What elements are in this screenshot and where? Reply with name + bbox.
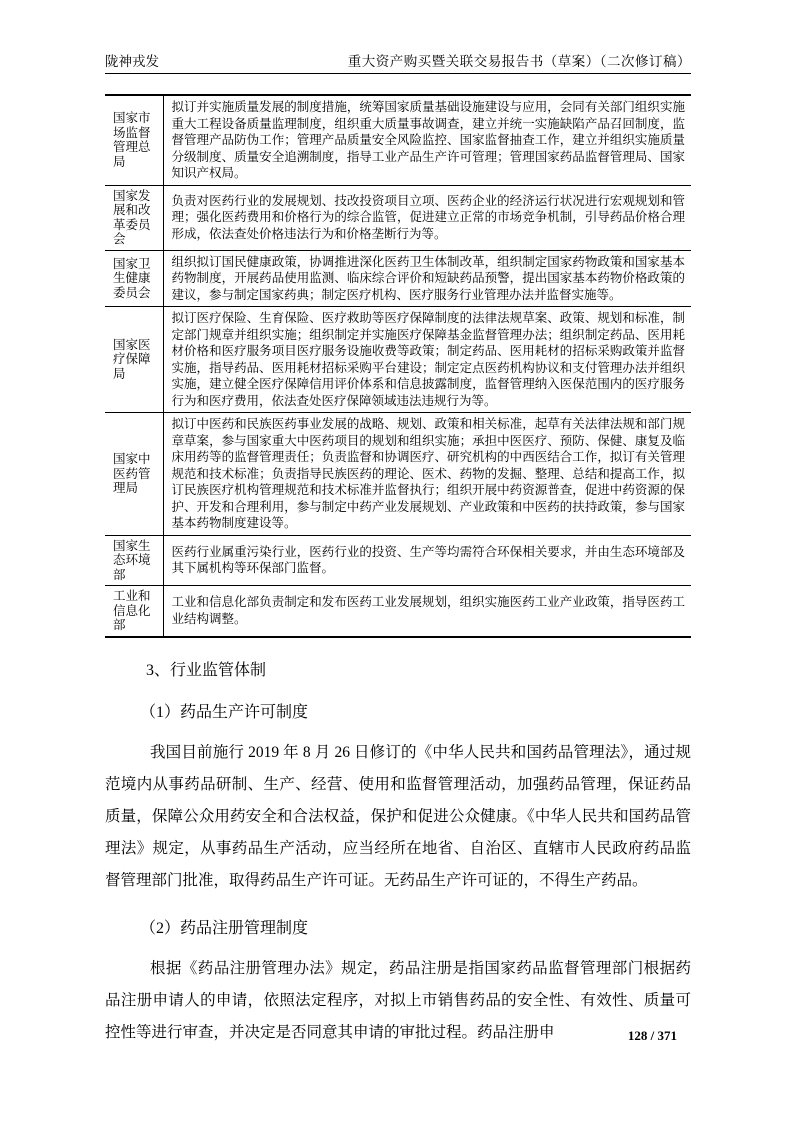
agency-name-cell: 国家卫生健康委员会 [105, 250, 163, 307]
agency-name-cell: 国家中医药管理局 [105, 413, 163, 536]
table-row [105, 586, 691, 637]
table-row [105, 95, 691, 185]
header-report-title: 重大资产购买暨关联交易报告书（草案）（二次修订稿） [347, 54, 691, 69]
subsection-heading-production-license: （1）药品生产许可制度 [140, 703, 309, 721]
regulators-table [105, 94, 691, 638]
duty-cell: 拟订医疗保险、生育保险、医疗救助等医疗保障制度的法律法规草案、政策、规划和标准，制定部门规章并组织实施；组织制定并实施医疗保障基金监督管理办法；组织制定药品、医用耗材价格和医疗服务项目医疗服务设施收费等政策；制定药品、医用耗材的招标采购政策并监督实施，指导药品、医用耗材招标采购平台建设；制定定点医药机构协议和支付管理办法并组织实施，建立健全医疗保障信用评价体系和信息披露制度，监督管理纳入医保范围内的医疗服务行为和医疗费用，依法查处医疗保障领域违法违规行为等。 [163, 307, 691, 413]
table-row [105, 535, 691, 586]
duty-cell: 医药行业属重污染行业，医药行业的投资、生产等均需符合环保相关要求，并由生态环境部及其下属机构等环保部门监督。 [163, 535, 691, 586]
table-row [105, 413, 691, 536]
agency-name-cell: 国家生态环境部 [105, 535, 163, 586]
paragraph-production-license: 我国目前施行 2019 年 8 月 26 日修订的《中华人民共和国药品管理法》，通过规范境内从事药品研制、生产、经营、使用和监督管理活动，加强药品管理，保证药品质量，保障公众用药安全和合法权益，保护和促进公众健康。《中华人民共和国药品管理法》规定，从事药品生产活动，应当经所在地省、自治区、直辖市人民政府药品监督管理部门批准，取得药品生产许可证。无药品生产许可证的，不得生产药品。 [105, 743, 691, 889]
agency-name-cell: 国家医疗保障局 [105, 307, 163, 413]
duty-cell: 组织拟订国民健康政策，协调推进深化医药卫生体制改革，组织制定国家药物政策和国家基本药物制度，开展药品使用监测、临床综合评价和短缺药品预警，提出国家基本药物价格政策的建议，参与制定国家药典；制定医疗机构、医疗服务行业管理办法并监督实施等。 [163, 250, 691, 307]
page-header [105, 0, 691, 74]
table-row [105, 250, 691, 307]
paragraph-drug-registration: 根据《药品注册管理办法》规定，药品注册是指国家药品监督管理部门根据药品注册申请人的申请，依照法定程序，对拟上市销售药品的安全性、有效性、质量可控性等进行审查，并决定是否同意其申请的审批过程。药品注册申 [105, 959, 691, 1041]
section-heading-industry-regulation: 3、行业监管体制 [146, 661, 267, 679]
header-company-name: 陇神戎发 [105, 54, 159, 69]
subsection-heading-drug-registration: （2）药品注册管理制度 [140, 919, 309, 937]
duty-cell: 工业和信息化部负责制定和发布医药工业发展规划，组织实施医药工业产业政策，指导医药工业结构调整。 [163, 586, 691, 637]
agency-name-cell: 工业和信息化部 [105, 586, 163, 637]
duty-cell: 拟订中医药和民族医药事业发展的战略、规划、政策和相关标准，起草有关法律法规和部门规章草案，参与国家重大中医药项目的规划和组织实施；承担中医医疗、预防、保健、康复及临床用药等的监督管理责任；负责监督和协调医疗、研究机构的中西医结合工作，拟订有关管理规范和技术标准；负责指导民族医药的理论、医术、药物的发掘、整理、总结和提高工作，拟订民族医疗机构管理规范和技术标准并监督执行；组织开展中药资源普查，促进中药资源的保护、开发和合理利用，参与制定中药产业发展规划、产业政策和中医药的扶持政策，参与国家基本药物制度建设等。 [163, 413, 691, 536]
agency-name-cell: 国家市场监督管理总局 [105, 95, 163, 185]
page-number: 128 / 371 [627, 1028, 677, 1043]
page-content [105, 0, 691, 1049]
duty-cell: 负责对医药行业的发展规划、技改投资项目立项、医药企业的经济运行状况进行宏观规划和管理；强化医药费用和价格行为的综合监管，促进建立正常的市场竞争机制，引导药品价格合理形成，依法查处价格违法行为和价格垄断行为等。 [163, 185, 691, 250]
duty-cell: 拟订并实施质量发展的制度措施，统筹国家质量基础设施建设与应用，会同有关部门组织实施重大工程设备质量监理制度，组织重大质量事故调查，建立并统一实施缺陷产品召回制度，监督管理产品防伪工作；管理产品质量安全风险监控、国家监督抽查工作，建立并组织实施质量分级制度、质量安全追溯制度，指导工业产品生产许可管理；管理国家药品监督管理局、国家知识产权局。 [171, 100, 685, 180]
agency-name-cell: 国家发展和改革委员会 [105, 185, 163, 250]
table-row [105, 185, 691, 250]
table-row [105, 307, 691, 413]
